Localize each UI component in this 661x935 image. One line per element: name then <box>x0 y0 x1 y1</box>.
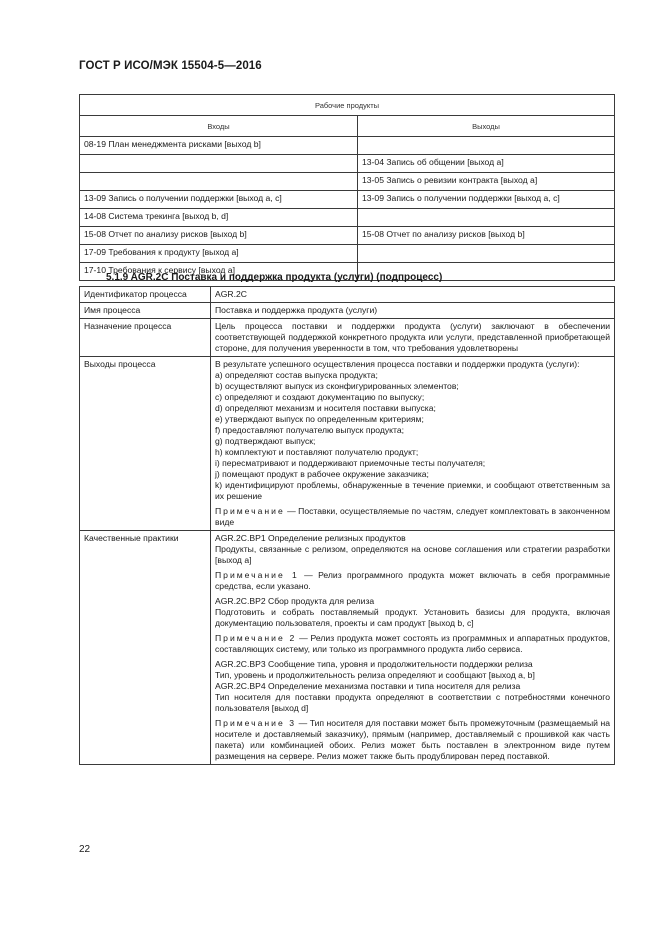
bp4-text: Тип носителя для поставки продукта определяют в соответствии с потребностями конечного пользователя [выход d] <box>215 692 610 713</box>
work-products-caption: Рабочие продукты <box>80 95 615 116</box>
work-products-table <box>79 94 615 281</box>
table-row <box>80 287 615 303</box>
note-text: — Тип носителя для поставки может быть промежуточным (размещаемый на носителе и доставляемый заказчику), прямым (например, доставляемый с прошивкой как часть пакета) или комбинацией обоих. Релиз может быть поставлен в электронном виде путем размещения на сервере. Релиз может также быть продублирован перед поставкой. <box>215 718 610 761</box>
table-row <box>80 357 615 531</box>
process-table <box>79 286 615 765</box>
input-cell: 17-10 Требования к сервису [выход a] <box>80 263 358 281</box>
outputs-column-header: Выходы <box>358 116 615 137</box>
process-id-value: AGR.2C <box>211 287 615 303</box>
list-item: a) определяют состав выпуска продукта; <box>215 370 378 380</box>
bp1-title: AGR.2C.BP1 Определение релизных продуктов <box>215 533 406 543</box>
note-label: Примечание <box>215 506 285 516</box>
output-cell: 15-08 Отчет по анализу рисков [выход b] <box>358 227 615 245</box>
list-item: c) определяют и создают документацию по выпуску; <box>215 392 425 402</box>
table-row <box>80 155 615 173</box>
outputs-list <box>215 370 610 502</box>
table-row <box>80 531 615 765</box>
note-label: Примечание 3 <box>215 718 297 728</box>
note3 <box>215 718 610 762</box>
bp4-title: AGR.2C.BP4 Определение механизма поставки и типа носителя для релиза <box>215 681 521 691</box>
note-text: — Поставки, осуществляемые по частям, следует комплектовать в законченном виде <box>215 506 610 527</box>
list-item: b) осуществляют выпуск из сконфигурированных элементов; <box>215 381 459 391</box>
work-products-rows <box>80 137 615 281</box>
process-outputs-cell <box>211 357 615 531</box>
process-practices-label: Качественные практики <box>80 531 211 765</box>
bp2-text: Подготовить и собрать поставляемый продукт. Установить базисы для продукта, включая документацию пользователя, проекты и сам продукт [выход b, c] <box>215 607 610 628</box>
input-cell <box>80 155 358 173</box>
process-purpose-value: Цель процесса поставки и поддержки продукта (услуги) заключают в обеспечении соответствующей поддержкой конкретного продукта или услуги, представленной приобретающей стороне, для получения уверенности в том, что требования удовлетворены <box>211 319 615 357</box>
output-cell <box>358 245 615 263</box>
output-cell: 13-09 Запись о получении поддержки [выход a, c] <box>358 191 615 209</box>
table-row <box>80 319 615 357</box>
input-cell: 17-09 Требования к продукту [выход a] <box>80 245 358 263</box>
inputs-column-header: Входы <box>80 116 358 137</box>
output-cell <box>358 209 615 227</box>
process-name-value: Поставка и поддержка продукта (услуги) <box>211 303 615 319</box>
table-row <box>80 191 615 209</box>
outputs-intro: В результате успешного осуществления процесса поставки и поддержки продукта (услуги): <box>215 359 580 369</box>
list-item: k) идентифицируют проблемы, обнаруженные в течение приемки, и сообщают ответственным за их решение <box>215 480 610 501</box>
output-cell: 13-04 Запись об общении [выход a] <box>358 155 615 173</box>
process-practices-cell <box>211 531 615 765</box>
input-cell: 13-09 Запись о получении поддержки [выход a, c] <box>80 191 358 209</box>
process-id-label: Идентификатор процесса <box>80 287 211 303</box>
process-name-label: Имя процесса <box>80 303 211 319</box>
page-number: 22 <box>79 844 91 855</box>
process-purpose-label: Назначение процесса <box>80 319 211 357</box>
list-item: d) определяют механизм и носителя поставки выпуска; <box>215 403 436 413</box>
note-text: — Релиз продукта может состоять из программных и аппаратных продуктов, составляющих систему, или только из программного продукта либо сервиса. <box>215 633 610 654</box>
table-row <box>80 173 615 191</box>
bp3-title: AGR.2C.BP3 Сообщение типа, уровня и продолжительности поддержки релиза <box>215 659 533 669</box>
output-cell: 13-05 Запись о ревизии контракта [выход a] <box>358 173 615 191</box>
document-header: ГОСТ Р ИСО/МЭК 15504-5—2016 <box>79 60 262 72</box>
input-cell: 08-19 План менеджмента рисками [выход b] <box>80 137 358 155</box>
table-row <box>80 137 615 155</box>
table-row <box>80 227 615 245</box>
table-row <box>80 209 615 227</box>
table-row <box>80 303 615 319</box>
input-cell: 14-08 Система трекинга [выход b, d] <box>80 209 358 227</box>
list-item: j) помещают продукт в рабочее окружение заказчика; <box>215 469 429 479</box>
note2 <box>215 633 610 655</box>
list-item: e) утверждают выпуск по определенным критериям; <box>215 414 424 424</box>
note-label: Примечание 2 <box>215 633 297 643</box>
list-item: g) подтверждают выпуск; <box>215 436 316 446</box>
list-item: i) пересматривают и поддерживают приемочные тесты получателя; <box>215 458 486 468</box>
bp2-title: AGR.2C.BP2 Сбор продукта для релиза <box>215 596 375 606</box>
process-outputs-label: Выходы процесса <box>80 357 211 531</box>
list-item: h) комплектуют и поставляют получателю продукт; <box>215 447 419 457</box>
input-cell: 15-08 Отчет по анализу рисков [выход b] <box>80 227 358 245</box>
bp3-text: Тип, уровень и продолжительность релиза определяют и сообщают [выход a, b] <box>215 670 535 680</box>
list-item: f) предоставляют получателю выпуск продукта; <box>215 425 405 435</box>
input-cell <box>80 173 358 191</box>
section-title: 5.1.9 AGR.2C Поставка и поддержка продукта (услуги) (подпроцесс) <box>106 272 443 283</box>
bp1-text: Продукты, связанные с релизом, определяются на основе соглашения или стратегии разработки [выход a] <box>215 544 610 565</box>
table-row <box>80 245 615 263</box>
outputs-note <box>215 506 610 528</box>
note-label: Примечание 1 <box>215 570 299 580</box>
output-cell <box>358 137 615 155</box>
note-text: — Релиз программного продукта может включать в себя программные средства, если указано. <box>215 570 610 591</box>
note1 <box>215 570 610 592</box>
